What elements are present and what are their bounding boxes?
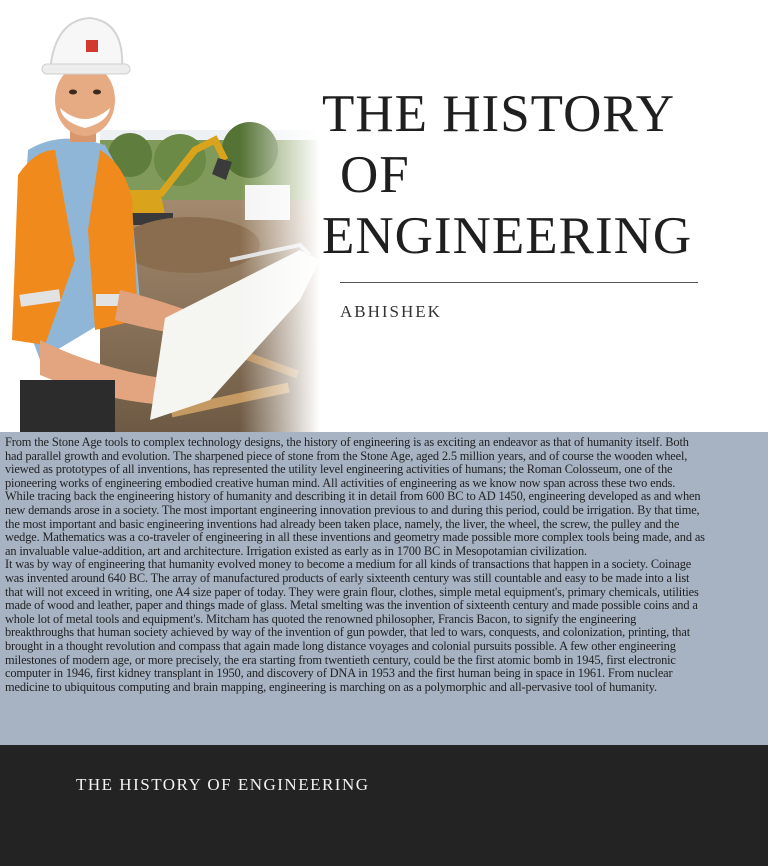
paragraph-2: While tracing back the engineering history of humanity and describing it in detail from 600 BC to AD 1450, engineering developed as and when new demands arose in a society. The most important engineering innovation previous to and during this period, could be irrigation. By that time, the most important and basic engineering inventions had already been taken place, namely, the liver, the wheel, the screw, the pulley and the wedge. Mathematics was a co-traveler of engineering in all these inventions and geometry made possible more complex tools being made, and as an invaluable value-addition, art and architecture. Irrigation existed as early as in 1700 BC in Mesopotamian civilization.	[5, 489, 705, 558]
paragraph-3: It was by way of engineering that humanity evolved money to become a medium for all kinds of transactions that happen in a society. Coinage was invented around 640 BC. The array of manufactured products of early sixteenth century was still countable and easy to be made into a list that will not exceed in writing, one A4 size paper of today. They were grain flour, clothes, simple metal equipment's, primary chemicals, utilities made of wood and leather, paper and things made of glass. Metal smelting was the invention of sixteenth century and made possible coins and a whole lot of metal tools and equipment's. Mitcham has quoted the renowned philosopher, Francis Bacon, to signify the engineering breakthroughs that human society achieved by way of the invention of gun powder, that led to wars, conquests, and colonization, printing, that brought in a thought revolution and compass that again made long distance voyages and colonial pursuits possible. A few other engineering milestones of modern age, or more precisely, the era starting from twentieth century, could be the first atomic bomb in 1945, first electronic computer in 1946, first kidney transplant in 1950, and discovery of DNA in 1953 and the first human being in space in 1961. From nuclear medicine to ubiquitous computing and brain mapping, engineering is marching on as a polymorphic and all-pervasive tool of humanity.	[5, 557, 699, 694]
title-line-2: OF	[340, 146, 410, 204]
cover-title	[322, 84, 692, 267]
footer-title: THE HISTORY OF ENGINEERING	[76, 775, 370, 794]
footer-band	[0, 745, 768, 866]
engineer-photo	[0, 0, 320, 432]
body-text	[5, 436, 705, 694]
title-line-3: ENGINEERING	[322, 207, 693, 265]
author-name: ABHISHEK	[340, 302, 442, 321]
cover-hero	[0, 0, 768, 432]
title-line-1: THE HISTORY	[322, 85, 676, 143]
title-divider	[340, 282, 698, 283]
paragraph-1: From the Stone Age tools to complex technology designs, the history of engineering is as exciting an endeavor as that of humanity itself. Both had parallel growth and evolution. The sharpened piece of stone from the Stone Age, aged 2.5 million years, and of course the wooden wheel, viewed as prototypes of all inventions, has represented the utility level engineering activities of humans; the Roman Colosseum, one of the pioneering works of engineering embodied creative human mind. All activities of engineering as we know now span across these two ends.	[5, 435, 689, 490]
